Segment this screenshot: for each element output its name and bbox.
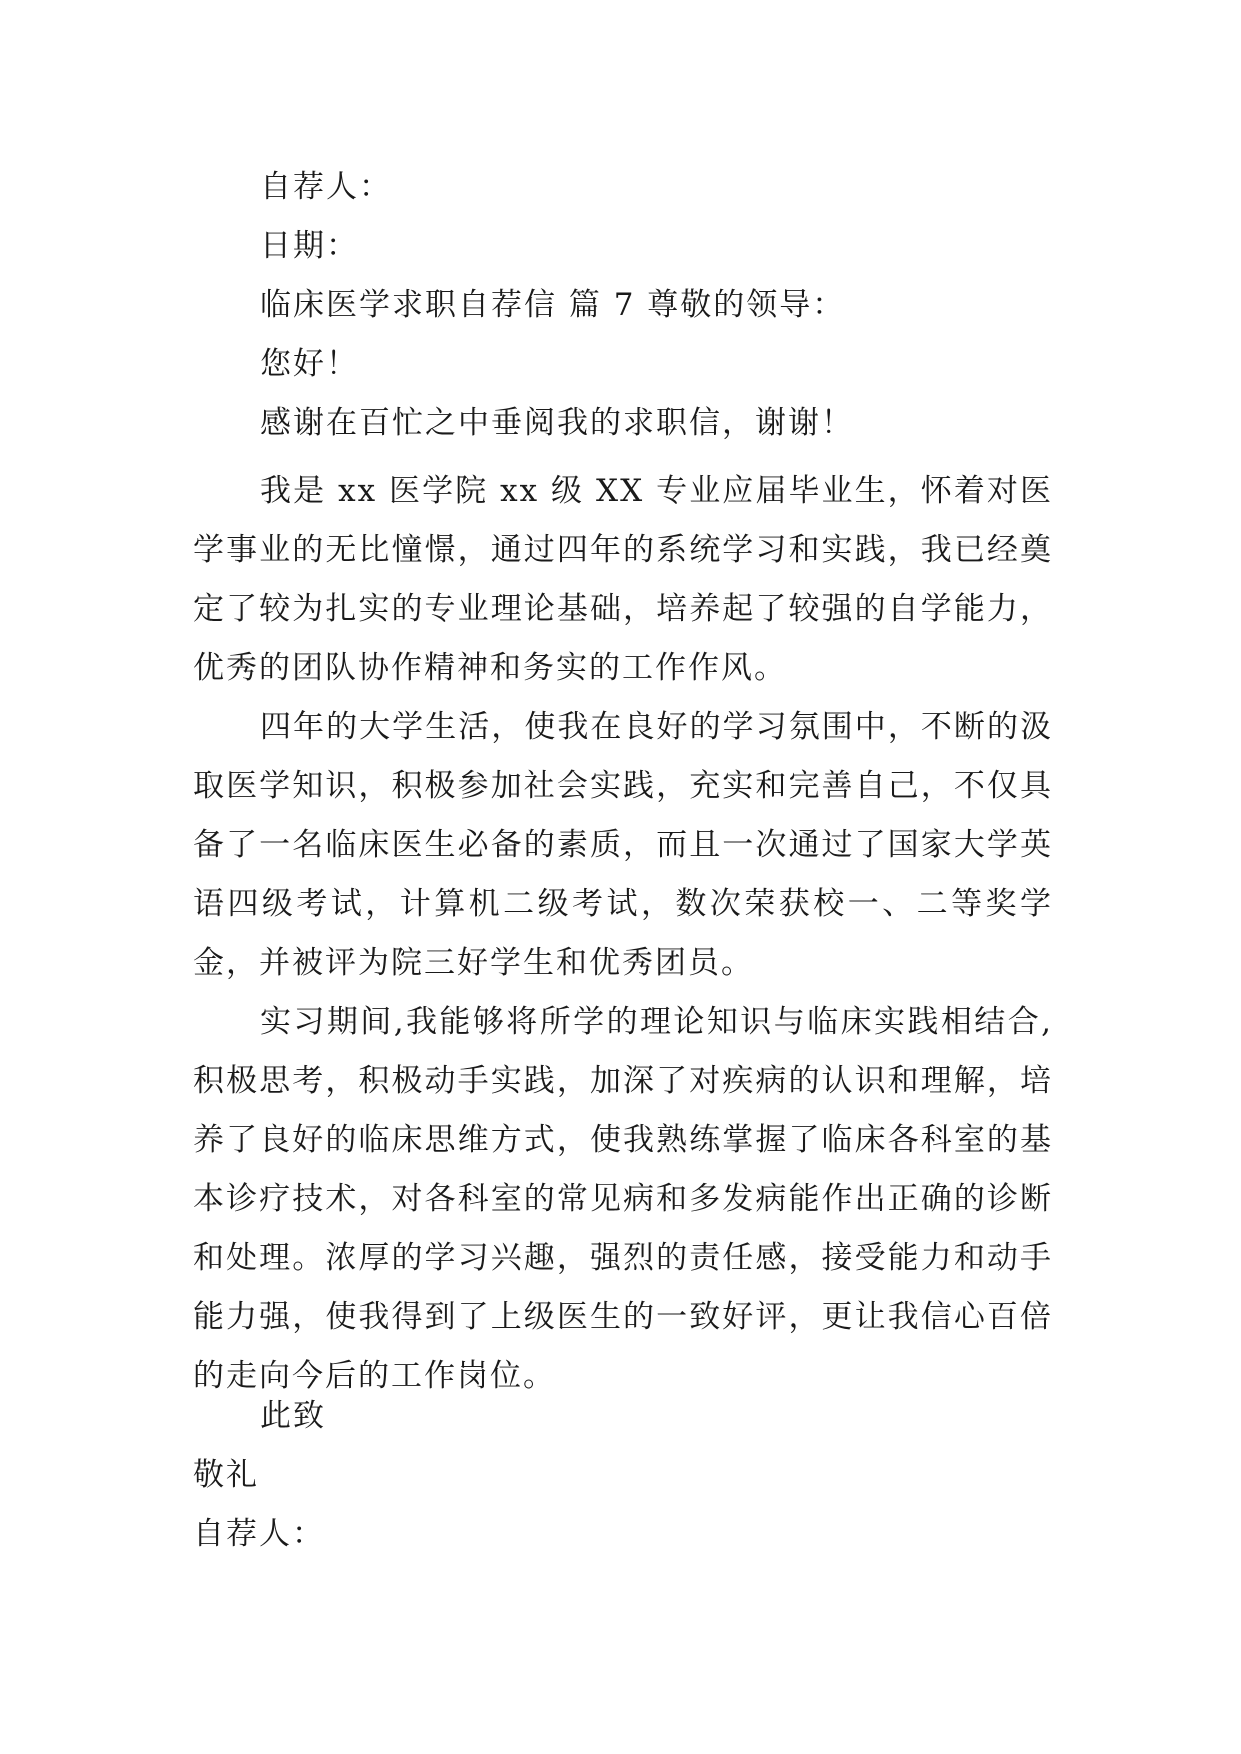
paragraph-university: 四年的大学生活，使我在良好的学习氛围中，不断的汲取医学知识，积极参加社会实践，充实和完善自己，不仅具备了一名临床医生必备的素质，而且一次通过了国家大学英语四级考试，计算机二级考试，数次荣获校一、二等奖学金，并被评为院三好学生和优秀团员。 <box>193 709 1053 981</box>
header-date-label: 日期： <box>260 228 359 264</box>
greeting: 您好！ <box>260 346 359 382</box>
title-line: 临床医学求职自荐信 篇 7 尊敬的领导： <box>260 287 846 323</box>
closing-salutation: 此致 <box>260 1398 326 1434</box>
header-signer-label: 自荐人： <box>260 169 392 205</box>
footer-signer-label: 自荐人： <box>193 1516 325 1552</box>
paragraph-intro: 我是 xx 医学院 xx 级 XX 专业应届毕业生，怀着对医学事业的无比憧憬，通过四年的系统学习和实践，我已经奠定了较为扎实的专业理论基础，培养起了较强的自学能力，优秀的团队协作精神和务实的工作作风。 <box>193 473 1053 686</box>
closing-regards: 敬礼 <box>193 1457 259 1493</box>
thanks-line: 感谢在百忙之中垂阅我的求职信，谢谢！ <box>260 405 854 441</box>
paragraph-internship: 实习期间,我能够将所学的理论知识与临床实践相结合,积极思考，积极动手实践，加深了对疾病的认识和理解，培养了良好的临床思维方式，使我熟练掌握了临床各科室的基本诊疗技术，对各科室的常见病和多发病能作出正确的诊断和处理。浓厚的学习兴趣，强烈的责任感，接受能力和动手能力强，使我得到了上级医生的一致好评，更让我信心百倍的走向今后的工作岗位。 <box>193 1004 1053 1394</box>
